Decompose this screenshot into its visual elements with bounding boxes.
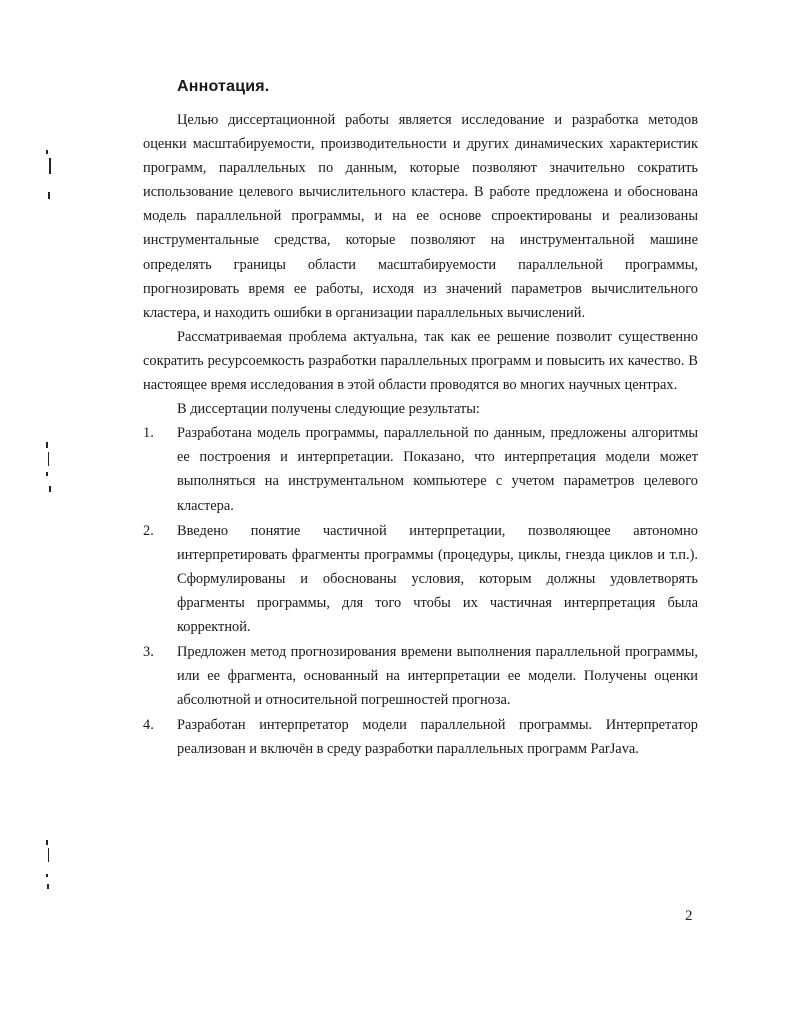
list-item <box>143 640 698 712</box>
list-item-text: Разработан интерпретатор модели параллельной программы. Интерпретатор реализован и включён в среду разработки параллельных программ ParJava. <box>177 717 698 758</box>
list-item-number: 3. <box>143 644 154 661</box>
scan-artifact <box>46 472 48 476</box>
scan-artifact <box>46 874 48 877</box>
scan-artifact <box>49 158 51 174</box>
list-item-text: Предложен метод прогнозирования времени выполнения параллельной программы, или ее фрагмента, основанный на интерпретации ее модели. Получены оценки абсолютной и относительной погрешностей прогноза. <box>177 644 698 709</box>
scan-artifact <box>46 442 48 448</box>
list-item <box>143 519 698 639</box>
annotation-body <box>143 108 698 762</box>
list-item <box>143 713 698 761</box>
results-intro: В диссертации получены следующие результаты: <box>177 401 480 418</box>
list-item-number: 1. <box>143 425 154 442</box>
page-title: Аннотация. <box>177 78 270 95</box>
list-item-text: Разработана модель программы, параллельной по данным, предложены алгоритмы ее построения и интерпретации. Показано, что интерпретация модели может выполняться на инструментальном компьютере с учетом параметров целевого кластера. <box>177 425 698 514</box>
scan-artifact <box>47 884 49 889</box>
paragraph: Целью диссертационной работы является исследование и разработка методов оценки масштабируемости, производительности и других динамических характеристик программ, параллельных по данным, которые позволяют значительно сократить использование целевого вычислительного кластера. В работе предложена и обоснована модель параллельной программы, и на ее основе спроектированы и реализованы инструментальные средства, которые позволяют на инструментальной машине определять границы области масштабируемости параллельной программы, прогнозировать время ее работы, исходя из значений параметров вычислительного кластера, и находить ошибки в организации параллельных вычислений. <box>143 112 698 321</box>
list-item-text: Введено понятие частичной интерпретации, позволяющее автономно интерпретировать фрагменты программы (процедуры, циклы, гнезда циклов и т.п.). Сформулированы и обоснованы условия, которым должны удовлетворять фрагменты программы, для того чтобы их частичная интерпретация была корректной. <box>177 522 698 635</box>
scan-artifact <box>49 486 51 492</box>
scan-artifact <box>48 452 49 466</box>
scan-artifact <box>48 192 50 199</box>
scan-artifact <box>46 840 48 845</box>
list-item-number: 4. <box>143 717 154 734</box>
list-item <box>143 421 698 517</box>
scan-artifact <box>48 848 49 862</box>
page-number: 2 <box>685 908 693 924</box>
scan-artifact <box>46 150 48 154</box>
paragraph: Рассматриваемая проблема актуальна, так как ее решение позволит существенно сократить ресурсоемкость разработки параллельных программ и повысить их качество. В настоящее время исследования в этой области проводятся во многих научных центрах. <box>143 328 698 394</box>
list-item-number: 2. <box>143 522 154 539</box>
